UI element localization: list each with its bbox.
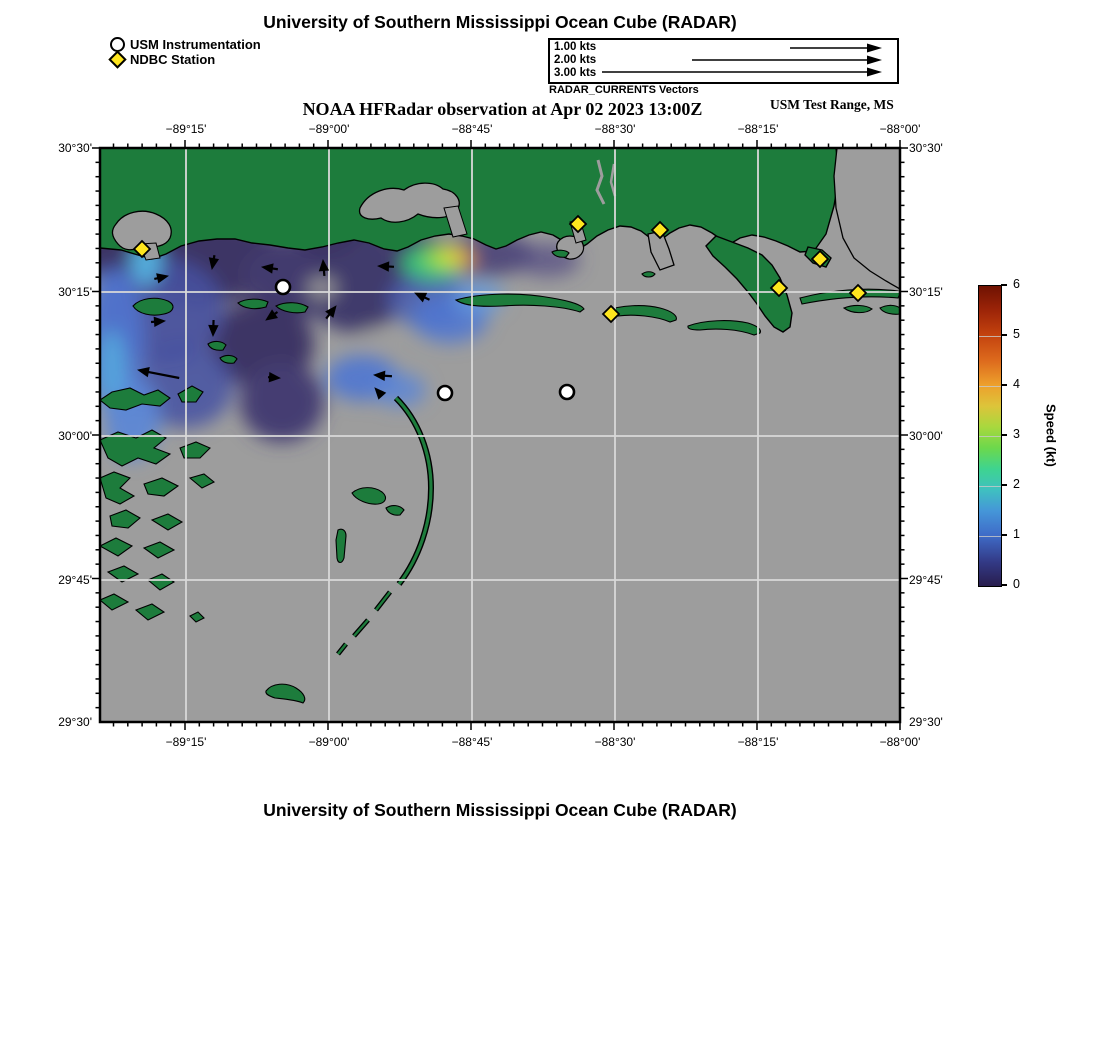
usm-instrumentation-marker — [438, 386, 452, 400]
usm-instrumentation-marker — [276, 280, 290, 294]
colorbar-tick-number: 5 — [1013, 327, 1020, 341]
y-tick-label-right: 29°30' — [909, 715, 943, 729]
colorbar-tick-number: 4 — [1013, 377, 1020, 391]
x-tick-label-top: −88°15' — [737, 122, 779, 136]
x-tick-label-bottom: −89°00' — [308, 735, 350, 749]
x-tick-label-top: −88°00' — [879, 122, 921, 136]
speed-blob — [240, 362, 324, 442]
colorbar-tick-number: 2 — [1013, 477, 1020, 491]
colorbar-tick — [1001, 584, 1007, 586]
x-tick-label-top: −88°30' — [594, 122, 636, 136]
speed-blob — [360, 327, 384, 345]
x-tick-label-bottom: −88°45' — [451, 735, 493, 749]
vector-scale-caption: RADAR_CURRENTS Vectors — [549, 84, 699, 96]
usm-instrumentation-marker — [560, 385, 574, 399]
y-tick-label-right: 30°00' — [909, 429, 943, 443]
ndbc-station-icon — [108, 50, 126, 68]
colorbar-tick — [1001, 484, 1007, 486]
vector-scale-label-3: 3.00 kts — [554, 67, 597, 79]
x-tick-label-bottom: −88°00' — [879, 735, 921, 749]
x-tick-label-top: −89°15' — [165, 122, 207, 136]
scale-arrow-head — [867, 56, 882, 65]
y-tick-label-left: 30°00' — [58, 429, 92, 443]
map-legend — [110, 37, 261, 67]
colorbar-tick — [1001, 284, 1007, 286]
vector-scale-label-1: 1.00 kts — [554, 41, 597, 53]
x-tick-label-top: −89°00' — [308, 122, 350, 136]
vector-scale-arrows — [550, 40, 893, 78]
colorbar-tick-number: 6 — [1013, 277, 1020, 291]
legend-label-usm: USM Instrumentation — [130, 37, 261, 52]
x-tick-label-top: −88°45' — [451, 122, 493, 136]
colorbar — [978, 285, 1002, 587]
scale-arrow-head — [867, 44, 882, 53]
y-tick-label-left: 30°15' — [58, 285, 92, 299]
colorbar-tick-number: 1 — [1013, 527, 1020, 541]
legend-row-usm — [110, 37, 261, 52]
speed-blob — [307, 277, 337, 299]
legend-label-ndbc: NDBC Station — [130, 52, 216, 67]
colorbar-tick-number: 3 — [1013, 427, 1020, 441]
x-tick-label-bottom: −88°30' — [594, 735, 636, 749]
colorbar-tick — [1001, 384, 1007, 386]
colorbar-label: Speed (kt) — [1043, 403, 1059, 467]
vector-scale-label-2: 2.00 kts — [554, 54, 597, 66]
figure-title-top: University of Southern Mississippi Ocean Cube (RADAR) — [263, 12, 737, 32]
colorbar-tick-number: 0 — [1013, 577, 1020, 591]
y-tick-label-left: 30°30' — [58, 141, 92, 155]
round-island — [642, 272, 655, 277]
colorbar-gridline — [979, 436, 1001, 437]
colorbar-tick — [1001, 534, 1007, 536]
y-tick-label-right: 30°30' — [909, 141, 943, 155]
colorbar-gridline — [979, 336, 1001, 337]
x-tick-label-bottom: −89°15' — [165, 735, 207, 749]
y-tick-label-right: 30°15' — [909, 285, 943, 299]
x-tick-label-bottom: −88°15' — [737, 735, 779, 749]
colorbar-gridline — [979, 486, 1001, 487]
colorbar-gridline — [979, 386, 1001, 387]
legend-row-ndbc — [110, 52, 261, 67]
test-range-label: USM Test Range, MS — [770, 97, 894, 112]
vector-scale-box — [548, 38, 899, 84]
colorbar-tick — [1001, 334, 1007, 336]
colorbar-tick — [1001, 434, 1007, 436]
colorbar-gridline — [979, 536, 1001, 537]
y-tick-label-left: 29°30' — [58, 715, 92, 729]
map-canvas — [88, 136, 912, 734]
y-tick-label-right: 29°45' — [909, 573, 943, 587]
figure-title-bottom: University of Southern Mississippi Ocean Cube (RADAR) — [263, 800, 737, 820]
observation-subtitle: NOAA HFRadar observation at Apr 02 2023 13:00Z — [302, 99, 703, 119]
scale-arrow-head — [867, 68, 882, 77]
y-tick-label-left: 29°45' — [58, 573, 92, 587]
